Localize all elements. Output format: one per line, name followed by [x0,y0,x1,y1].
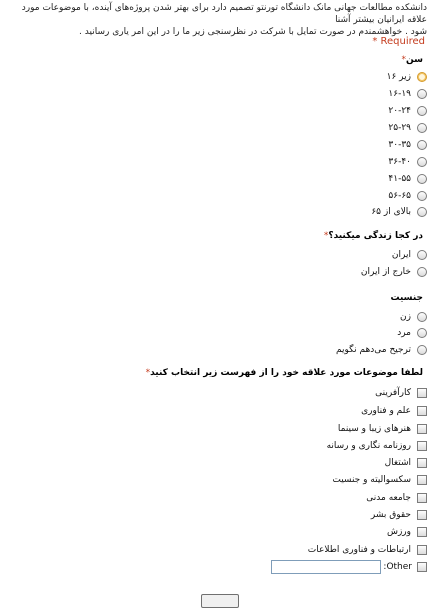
checkbox[interactable] [417,510,427,520]
radio-button[interactable] [417,157,427,167]
required-star: * [401,55,407,65]
radio-button[interactable] [417,106,427,116]
interest-option-other[interactable] [271,560,427,574]
interest-option-journalism[interactable]: روزنامه نگاری و رسانه [327,439,427,453]
question-age-title: سن* [401,55,423,65]
interest-option-sports[interactable]: ورزش [387,525,427,539]
radio-button[interactable] [417,140,427,150]
radio-button[interactable] [417,191,427,201]
checkbox[interactable] [417,545,427,555]
radio-button[interactable] [417,250,427,260]
checkbox[interactable] [417,441,427,451]
survey-intro [3,2,427,38]
radio-button[interactable] [417,72,427,82]
checkbox[interactable] [417,406,427,416]
interest-option-arts-cinema[interactable]: هنرهای زیبا و سینما [338,422,427,436]
location-option-abroad[interactable]: خارج از ایران [361,265,427,279]
other-label: Other: [383,562,412,572]
required-note: * Required [372,36,425,47]
gender-option-female[interactable]: زن [400,310,427,324]
age-option-under-16[interactable]: زیر ۱۶ [387,70,427,84]
checkbox[interactable] [417,527,427,537]
question-gender-title: جنسیت [390,293,423,303]
checkbox[interactable] [417,388,427,398]
age-option-30-35[interactable]: ۳۰-۳۵ [388,138,427,152]
checkbox[interactable] [417,424,427,434]
age-option-25-29[interactable]: ۲۵-۲۹ [388,121,427,135]
age-option-over-65[interactable]: بالای از ۶۵ [371,205,427,219]
age-option-41-55[interactable]: ۴۱-۵۵ [388,172,427,186]
radio-button[interactable] [417,123,427,133]
age-option-20-24[interactable]: ۲۰-۲۴ [388,104,427,118]
radio-button[interactable] [417,328,427,338]
required-star: * [145,368,151,378]
interest-option-science-tech[interactable]: علم و فناوری [361,404,427,418]
radio-button[interactable] [417,207,427,217]
checkbox[interactable] [417,475,427,485]
radio-button[interactable] [417,312,427,322]
checkbox[interactable] [417,562,427,572]
question-interests-title: لطفا موضوعات مورد علاقه خود را از فهرست زیر انتخاب کنید* [145,368,423,378]
required-star: * [323,231,329,241]
other-text-input[interactable] [271,560,381,574]
interest-option-sexuality-gender[interactable]: سکسوالیته و جنسیت [332,473,427,487]
intro-line-1: دانشکده مطالعات جهانی مانک دانشگاه تورنتو تصمیم دارد برای بهتر شدن پروژه‌های آینده، با موضوعات مورد علاقه ایرانیان بیشتر آشنا [21,3,427,25]
age-option-36-40[interactable]: ۳۶-۴۰ [388,155,427,169]
checkbox[interactable] [417,493,427,503]
radio-button[interactable] [417,89,427,99]
radio-button[interactable] [417,174,427,184]
interest-option-ict[interactable]: ارتباطات و فناوری اطلاعات [308,543,427,557]
interest-option-entrepreneurship[interactable]: کارآفرینی [375,386,427,400]
gender-option-male[interactable]: مرد [397,326,427,340]
age-option-56-65[interactable]: ۵۶-۶۵ [388,189,427,203]
gender-option-prefer-not[interactable]: ترجیح می‌دهم نگویم [336,343,427,357]
checkbox[interactable] [417,458,427,468]
interest-option-human-rights[interactable]: حقوق بشر [371,508,427,522]
question-location-title: در کجا زندگی میکنید؟* [323,231,423,241]
location-option-iran[interactable]: ایران [392,248,427,262]
radio-button[interactable] [417,345,427,355]
submit-button[interactable] [201,594,239,608]
intro-line-2: شود . خواهشمندم در صورت تمایل با شرکت در نظرسنجی زیر ما را در این امر یاری رسانید . [79,27,427,37]
interest-option-civil-society[interactable]: جامعه مدنی [366,491,427,505]
radio-button[interactable] [417,267,427,277]
interest-option-employment[interactable]: اشتغال [385,456,427,470]
age-option-16-19[interactable]: ۱۶-۱۹ [388,87,427,101]
